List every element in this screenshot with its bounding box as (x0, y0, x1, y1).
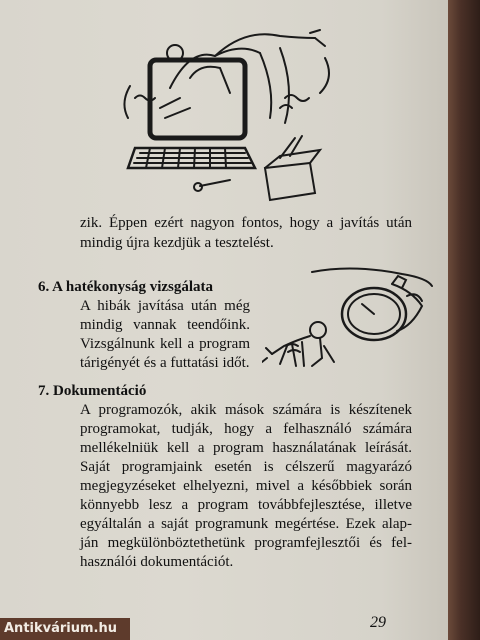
section-7-line: ján megkülönböztethetünk programfejlesztői és fel- (80, 535, 412, 551)
section-6-line: tárigényét és a futtatási időt. (80, 355, 250, 371)
section-7-line: programokat, tudják, hogy a felhasználó számára (80, 421, 412, 437)
section-7-line: megjegyzéseket elhelyezni, mivel a későbbiek során (80, 478, 412, 494)
page-number: 29 (370, 614, 386, 631)
section-7-line: egyáltalán a saját programunk megértése. Ezek alap- (80, 516, 412, 532)
section-7-heading: 7. Dokumentáció (38, 383, 147, 399)
section-7-line: könnyebb lesz a program továbbfejlesztése, illetve (80, 497, 412, 513)
section-7-line: A programozók, akik mások számára is készítenek (80, 402, 412, 418)
watermark-label: Antikvárium.hu (0, 618, 130, 640)
computer-repair-illustration (120, 8, 340, 208)
section-6-line: mindig vannak teendőink. (80, 317, 250, 333)
stopwatch-illustration (262, 266, 437, 386)
section-7-line: mellékelniük kell a program használatának leírását. (80, 440, 412, 456)
section-7-line: Saját programjaink esetén is célszerű magyarázó (80, 459, 412, 475)
section-7-line: használói dokumentációt. (80, 554, 234, 570)
section-6-heading: 6. A hatékonyság vizsgálata (38, 279, 214, 295)
paragraph-line: mindig újra kezdjük a tesztelést. (80, 235, 274, 251)
paragraph-line: zik. Éppen ezért nagyon fontos, hogy a javítás után (80, 215, 412, 231)
book-spine (448, 0, 480, 640)
section-6-line: A hibák javítása után még (80, 298, 250, 314)
section-6-line: Vizsgálnunk kell a program (80, 336, 250, 352)
